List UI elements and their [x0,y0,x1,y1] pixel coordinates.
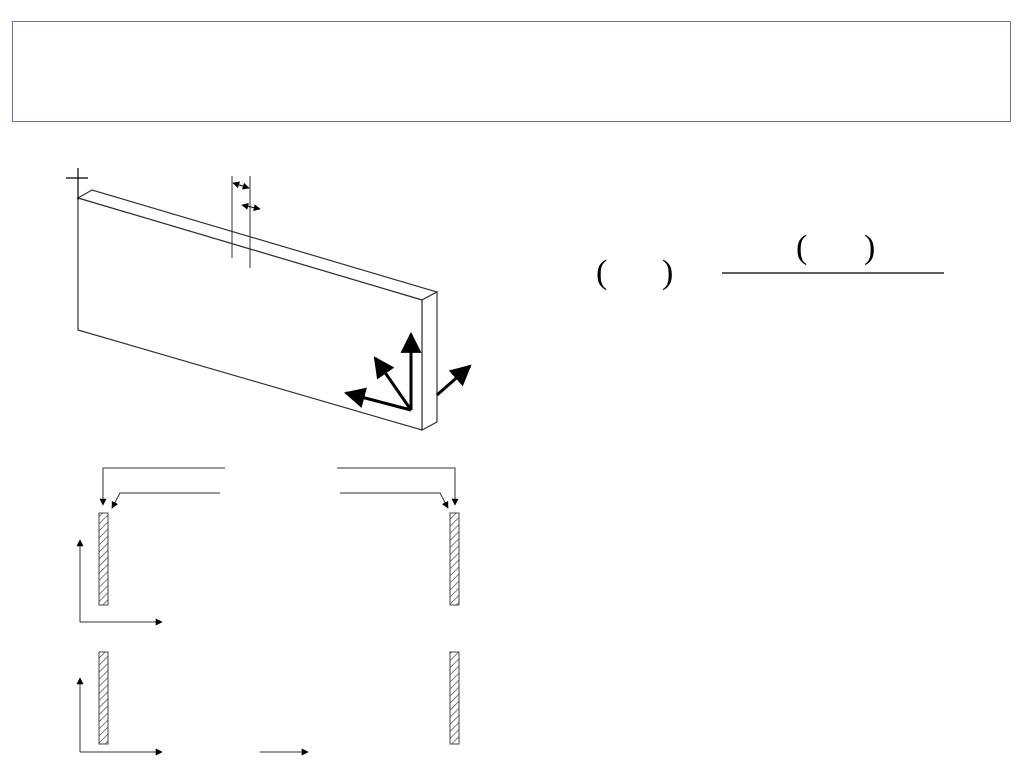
glass-plate-top-left [99,513,108,605]
panel-a [0,130,470,430]
lcd-slab-side [422,292,437,430]
formula-lparen-1: ( [596,254,608,291]
phase-formula [572,222,952,322]
dim-3um-arrow [242,205,260,209]
panel-b [0,130,459,752]
formula-lparen-2: ( [796,229,808,266]
callout-ito-left [112,493,220,508]
callout-ito-right [340,493,448,508]
callout-glass-left [103,468,225,505]
glass-plate-bottom-right [450,652,459,744]
callout-glass-right [337,468,455,505]
title-box [12,21,1011,122]
formula-rparen-2: ) [864,229,876,266]
lc-figure [0,130,560,768]
glass-plate-top-right [450,513,459,605]
axis-z-arrow [437,366,470,395]
formula-rparen-1: ) [662,254,674,291]
glass-plate-bottom-left [99,652,108,744]
dim-100um-arrow [233,183,249,188]
